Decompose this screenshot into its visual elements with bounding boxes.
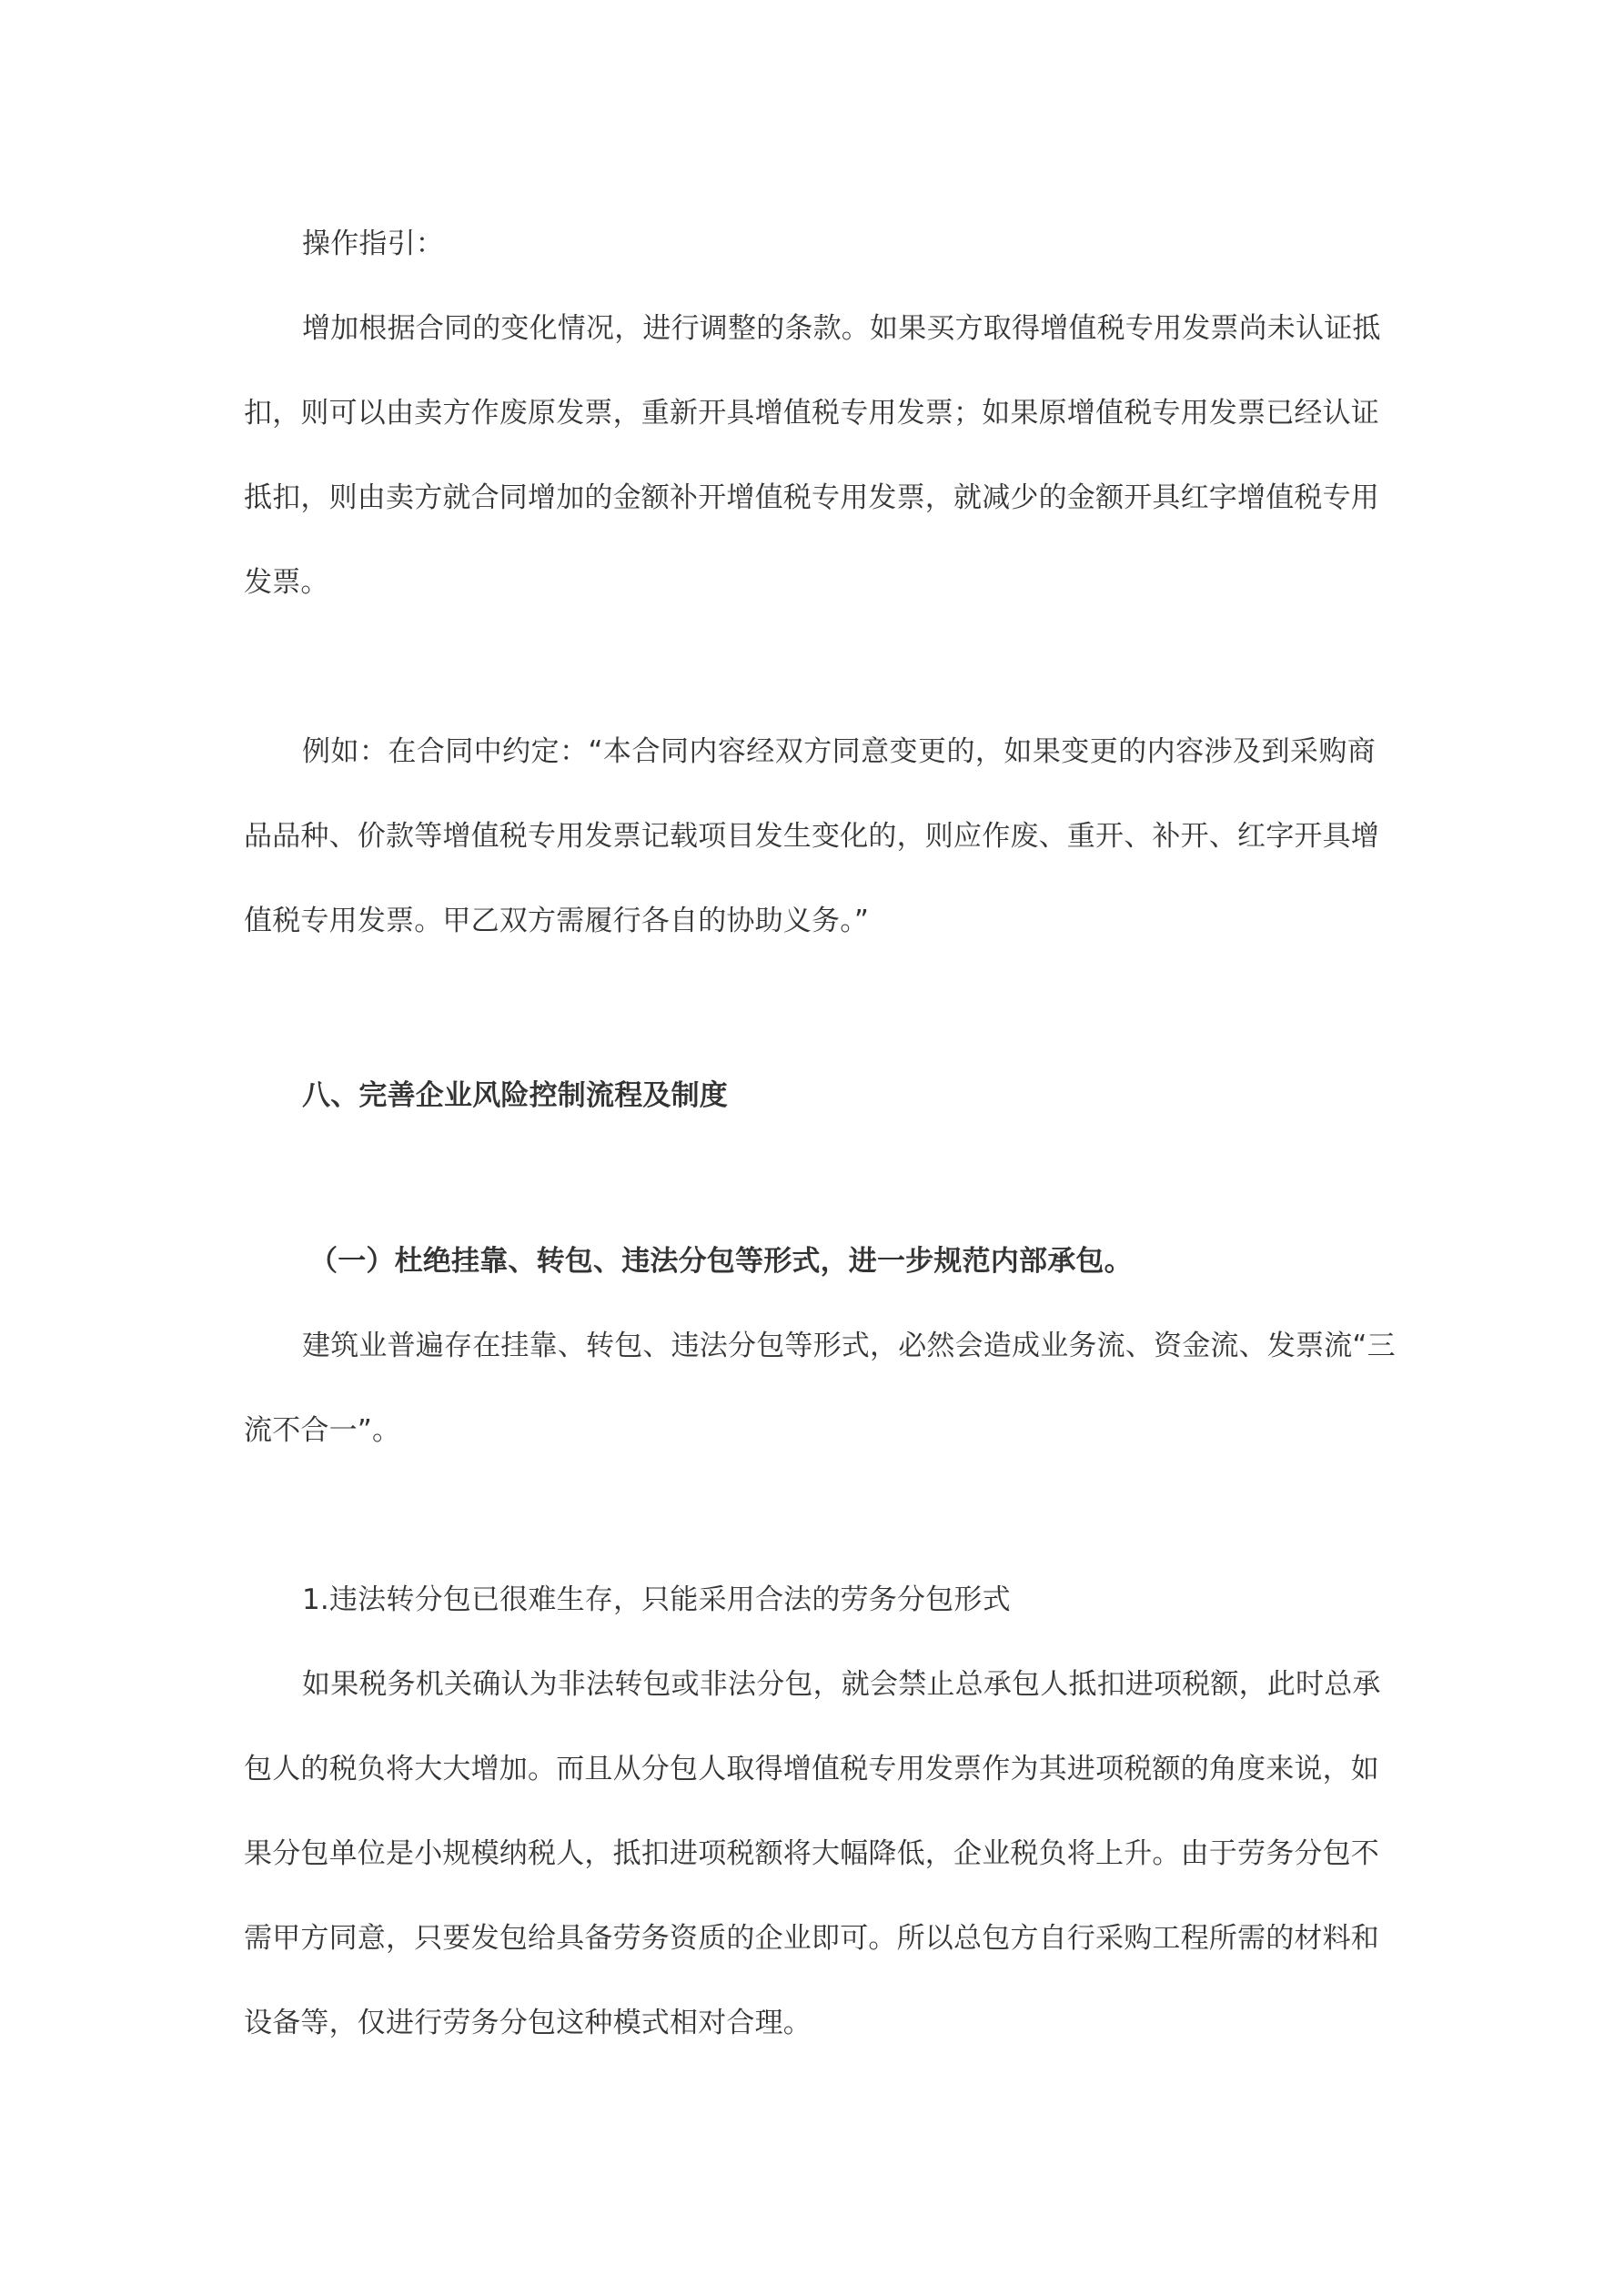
subsection-1-heading (244, 1219, 1376, 1304)
item-1-body-line: 果分包单位是小规模纳税人，抵扣进项税额将大幅降低，企业税负将上升。由于劳务分包不 (244, 1837, 1379, 1870)
item-1-body-paragraph (244, 1643, 1381, 2066)
example-line: 值税专用发票。甲乙双方需履行各自的协助义务。” (244, 905, 870, 937)
item-1-heading (244, 1558, 1376, 1643)
guide-title: 操作指引： (302, 228, 444, 260)
example-line: 品品种、价款等增值税专用发票记载项目发生变化的，则应作废、重开、补开、红字开具增 (244, 820, 1379, 853)
example-paragraph (244, 710, 1379, 964)
subsection-1-body-line: 流不合一”。 (244, 1414, 401, 1447)
guide-body-line: 扣，则可以由卖方作废原发票，重新开具增值税专用发票；如果原增值税专用发票已经认证 (244, 397, 1379, 430)
subsection-1-body-line: 建筑业普遍存在挂靠、转包、违法分包等形式，必然会造成业务流、资金流、发票流“三 (302, 1330, 1396, 1362)
subsection-1-body-paragraph (244, 1304, 1396, 1473)
example-line: 例如：在合同中约定：“本合同内容经双方同意变更的，如果变更的内容涉及到采购商 (302, 735, 1376, 768)
item-1-heading-text: 1.违法转分包已很难生存，只能采用合法的劳务分包形式 (302, 1583, 1011, 1616)
item-1-body-line: 设备等，仅进行劳务分包这种模式相对合理。 (244, 2007, 812, 2039)
section-8-heading-text: 八、完善企业风险控制流程及制度 (302, 1079, 728, 1112)
guide-body-paragraph (244, 287, 1381, 625)
section-8-heading (244, 1054, 1376, 1138)
item-1-body-line: 需甲方同意，只要发包给具备劳务资质的企业即可。所以总包方自行采购工程所需的材料和 (244, 1922, 1379, 1955)
guide-body-line: 增加根据合同的变化情况，进行调整的条款。如果买方取得增值税专用发票尚未认证抵 (302, 312, 1381, 345)
subsection-1-heading-text: （一）杜绝挂靠、转包、违法分包等形式，进一步规范内部承包。 (309, 1245, 1133, 1278)
item-1-body-line: 包人的税负将大大增加。而且从分包人取得增值税专用发票作为其进项税额的角度来说，如 (244, 1753, 1379, 1785)
guide-body-line: 抵扣，则由卖方就合同增加的金额补开增值税专用发票，就减少的金额开具红字增值税专用 (244, 481, 1379, 514)
guide-body-line: 发票。 (244, 566, 329, 599)
item-1-body-line: 如果税务机关确认为非法转包或非法分包，就会禁止总承包人抵扣进项税额，此时总承 (302, 1668, 1381, 1701)
